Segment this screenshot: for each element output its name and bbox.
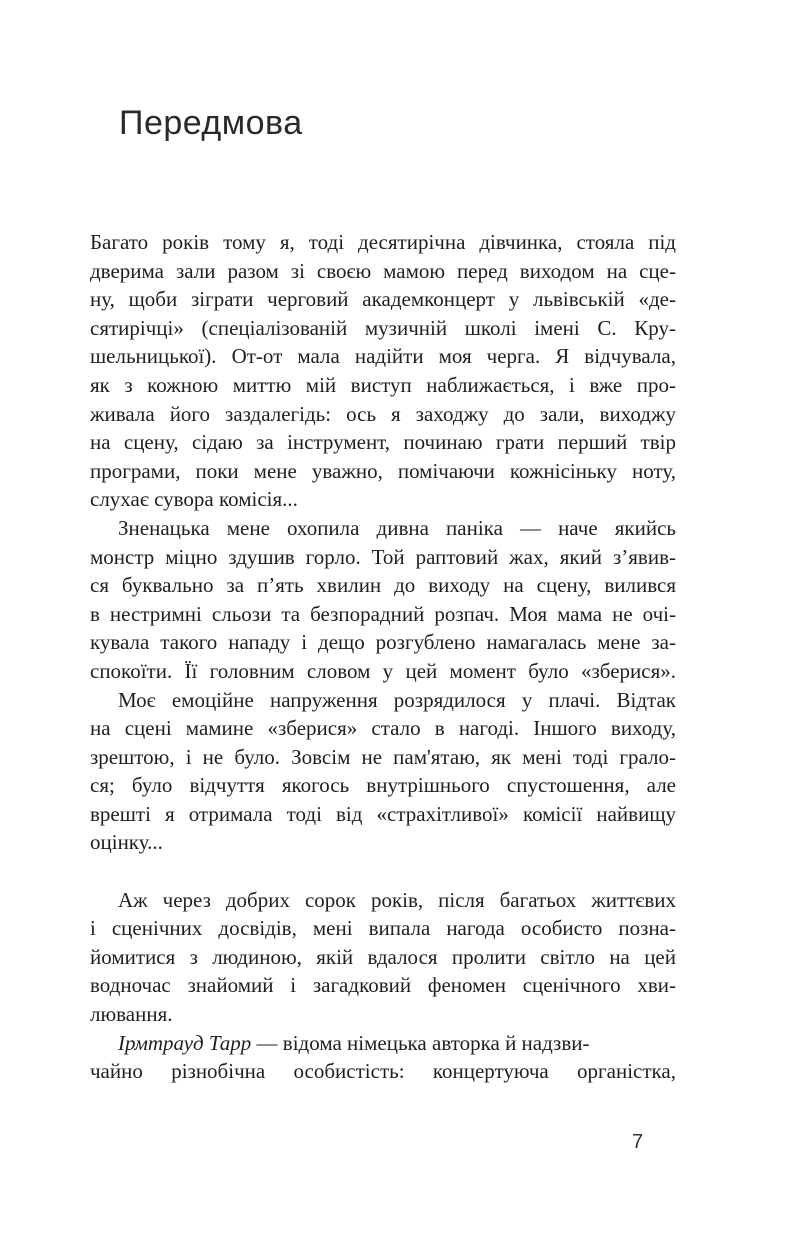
text-line: на сцену, сідаю за інструмент, починаю грати перший твір — [90, 430, 676, 455]
text-line: ся; було відчуття якогось внутрішнього спустошення, але — [90, 773, 676, 798]
text-line: слухає сувора комісія... — [90, 487, 298, 512]
text-line: як з кожною миттю мій виступ наближається, і вже про- — [90, 372, 676, 397]
text-line: оцінку... — [90, 830, 163, 855]
paragraph-gap — [90, 857, 676, 886]
text-line: дверима зали разом зі своєю мамою перед виходом на сце- — [90, 258, 676, 283]
text-line: зрештою, і не було. Зовсім не пам'ятаю, як мені тоді грало- — [90, 744, 676, 769]
page-number: 7 — [632, 1131, 644, 1153]
text-line: лювання. — [90, 1002, 173, 1027]
text-line: монстр міцно здушив горло. Той раптовий жах, який з’явив- — [90, 544, 676, 569]
text-line: кувала такого нападу і дещо розгублено намагалась мене за- — [90, 630, 676, 655]
text-line — [90, 1029, 676, 1058]
text-line: водночас знайомий і загадковий феномен сценічного хви- — [90, 973, 676, 998]
text-line: ся буквально за п’ять хвилин до виходу на сцену, вилився — [90, 573, 676, 598]
text-line: на сцені мамине «зберися» стало в нагоді. Іншого виходу, — [90, 716, 676, 741]
text-line: в нестримні сльози та безпорадний розпач. Моя мама не очі- — [90, 601, 676, 626]
page-title: Передмова — [119, 104, 303, 142]
text-line: йомитися з людиною, якій вдалося пролити світло на цей — [90, 944, 676, 969]
text-line: шельницької). От-от мала надійти моя черга. Я відчувала, — [90, 344, 676, 369]
body-text — [90, 228, 676, 1086]
text-line: Аж через добрих сорок років, після багатьох життєвих — [118, 887, 676, 912]
text-line: живала його заздалегідь: ось я заходжу до зали, виходжу — [90, 401, 676, 426]
text-line: Моє емоційне напруження розрядилося у плачі. Відтак — [118, 687, 676, 712]
text-line: ну, щоби зіграти черговий академконцерт у львівській «де- — [90, 287, 676, 312]
text-line: Багато років тому я, тоді десятирічна дівчинка, стояла під — [90, 230, 676, 254]
text-line: сятирічці» (спеціалізованій музичній школі імені С. Кру- — [90, 315, 676, 340]
text-line: і сценічних досвідів, мені випала нагода особисто позна- — [90, 916, 676, 941]
text-line: Зненацька мене охопила дивна паніка — наче якийсь — [118, 515, 676, 540]
text-fragment: — відома німецька авторка й надзви- — [251, 1030, 590, 1055]
text-line: чайно різнобічна особистість: концертуюча органістка, — [90, 1059, 676, 1084]
text-line: врешті я отримала тоді від «страхітливої» комісії найвищу — [90, 801, 676, 826]
text-line: програми, поки мене уважно, помічаючи кожнісіньку ноту, — [90, 458, 676, 483]
text-line: спокоїти. Її головним словом у цей момент було «зберися». — [90, 658, 676, 683]
author-name: Ірмтрауд Тарр — [118, 1030, 252, 1055]
